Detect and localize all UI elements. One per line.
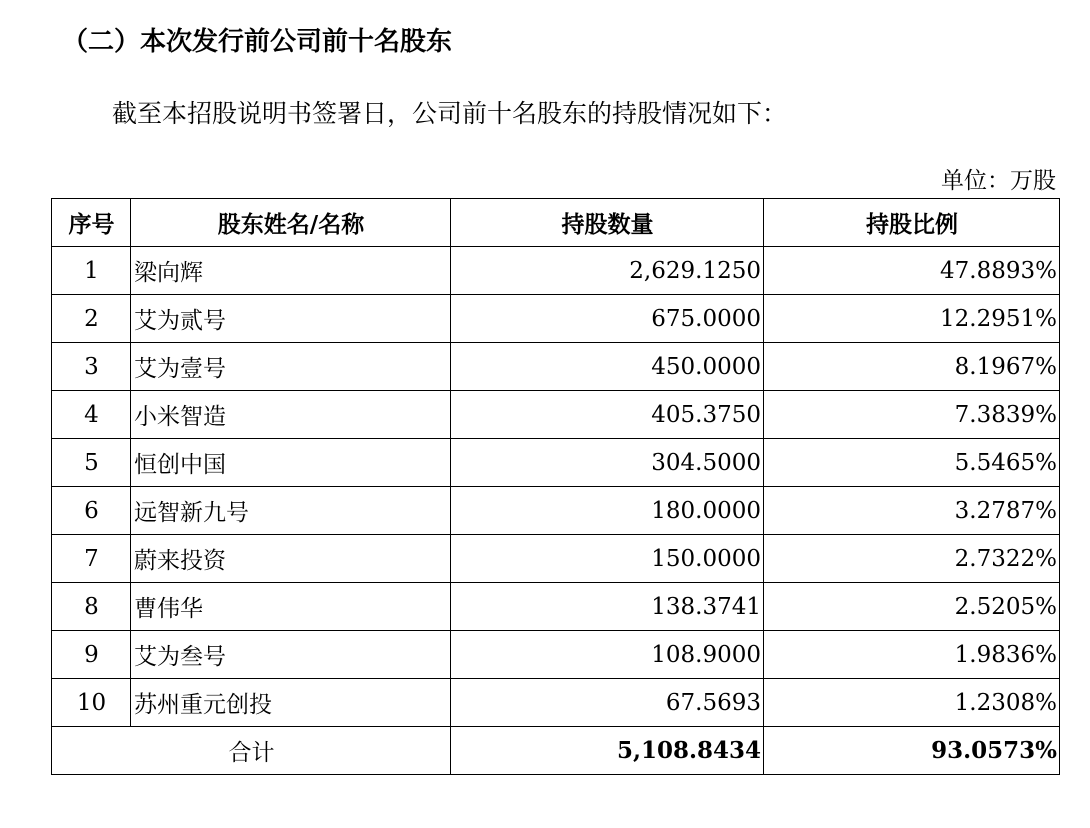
- row-index: 2: [52, 295, 131, 343]
- row-index: 6: [52, 487, 131, 535]
- unit-label: 单位：万股: [941, 168, 1056, 194]
- row-shares: 108.9000: [451, 631, 764, 679]
- row-shares: 675.0000: [451, 295, 764, 343]
- header-index: 序号: [52, 199, 131, 247]
- row-shares: 405.3750: [451, 391, 764, 439]
- table-row: [52, 343, 1060, 391]
- row-name: 梁向辉: [131, 247, 451, 295]
- row-index: 9: [52, 631, 131, 679]
- row-ratio: 5.5465%: [764, 439, 1060, 487]
- table-row: [52, 535, 1060, 583]
- intro-paragraph: 截至本招股说明书签署日，公司前十名股东的持股情况如下：: [112, 99, 788, 128]
- row-name: 远智新九号: [131, 487, 451, 535]
- row-index: 7: [52, 535, 131, 583]
- shareholders-table: [51, 198, 1060, 775]
- row-index: 3: [52, 343, 131, 391]
- row-shares: 2,629.1250: [451, 247, 764, 295]
- section-title: （二）本次发行前公司前十名股东: [62, 27, 453, 57]
- total-ratio: 93.0573%: [764, 727, 1060, 775]
- total-shares: 5,108.8434: [451, 727, 764, 775]
- row-shares: 150.0000: [451, 535, 764, 583]
- total-label: 合计: [52, 727, 451, 775]
- table-row: [52, 391, 1060, 439]
- row-index: 4: [52, 391, 131, 439]
- row-ratio: 2.5205%: [764, 583, 1060, 631]
- row-name: 苏州重元创投: [131, 679, 451, 727]
- table-row: [52, 295, 1060, 343]
- table-row: [52, 631, 1060, 679]
- row-ratio: 1.9836%: [764, 631, 1060, 679]
- row-ratio: 47.8893%: [764, 247, 1060, 295]
- row-ratio: 1.2308%: [764, 679, 1060, 727]
- header-ratio: 持股比例: [764, 199, 1060, 247]
- header-shares: 持股数量: [451, 199, 764, 247]
- row-ratio: 8.1967%: [764, 343, 1060, 391]
- table-row: [52, 679, 1060, 727]
- table-row: [52, 583, 1060, 631]
- row-ratio: 2.7322%: [764, 535, 1060, 583]
- row-index: 10: [52, 679, 131, 727]
- row-ratio: 3.2787%: [764, 487, 1060, 535]
- row-name: 艾为贰号: [131, 295, 451, 343]
- table-header-row: [52, 199, 1060, 247]
- row-shares: 304.5000: [451, 439, 764, 487]
- row-shares: 138.3741: [451, 583, 764, 631]
- row-ratio: 7.3839%: [764, 391, 1060, 439]
- table-total-row: [52, 727, 1060, 775]
- row-name: 艾为壹号: [131, 343, 451, 391]
- row-index: 5: [52, 439, 131, 487]
- row-ratio: 12.2951%: [764, 295, 1060, 343]
- row-shares: 67.5693: [451, 679, 764, 727]
- row-shares: 450.0000: [451, 343, 764, 391]
- row-name: 艾为叁号: [131, 631, 451, 679]
- row-index: 1: [52, 247, 131, 295]
- row-name: 小米智造: [131, 391, 451, 439]
- header-name: 股东姓名/名称: [131, 199, 451, 247]
- table-row: [52, 439, 1060, 487]
- table-row: [52, 487, 1060, 535]
- row-name: 蔚来投资: [131, 535, 451, 583]
- row-name: 恒创中国: [131, 439, 451, 487]
- row-index: 8: [52, 583, 131, 631]
- row-shares: 180.0000: [451, 487, 764, 535]
- row-name: 曹伟华: [131, 583, 451, 631]
- table-row: [52, 247, 1060, 295]
